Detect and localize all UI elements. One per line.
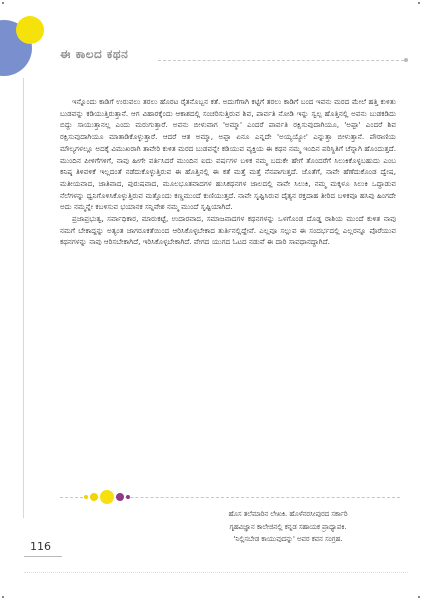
author-bio-line: ಗೃಹವಿಜ್ಞಾನ ಕಾಲೇಜಿನಲ್ಲಿ ಕನ್ನಡ ಸಹಾಯಕ ಪ್ರಾಧ್ಯಾಪಕಿ. — [229, 522, 347, 531]
decorative-yellow-circle — [16, 16, 44, 44]
page-number: 116 — [30, 540, 51, 553]
crop-mark-top-right — [418, 2, 420, 4]
section-title: ಈ ಕಾಲದ ಕಥನ — [60, 47, 129, 61]
ornament-dot — [84, 495, 88, 499]
left-margin-line — [23, 78, 24, 518]
ornament-dot — [90, 493, 98, 501]
author-bio-line: ಹೊಸ ತಲೆಮಾರಿನ ಲೇಖಕಿ. ಹೊಳೆನರಸೀಪುರದ ಸರ್ಕಾರಿ — [228, 510, 348, 518]
crop-mark-bottom-left — [2, 596, 4, 598]
header-rule-end-dot — [404, 58, 408, 62]
article-body — [60, 96, 396, 248]
author-bio — [168, 508, 408, 546]
author-bio-line: 'ನಿಲ್ಲಿಸಬೇಡ ಕಾಯುವುದನ್ನು' ಅವರ ಕವನ ಸಂಗ್ರಹ. — [233, 535, 343, 543]
crop-mark-top-left — [2, 2, 4, 4]
ornament-dot — [100, 490, 114, 504]
body-paragraph: ಪ್ರಜಾಪ್ರಭುತ್ವ, ಸರ್ವಾಧಿಕಾರ, ಮಾರುಕಟ್ಟೆ, ಉದಾರವಾದ, ಸಮಾಜವಾದಗಳ ಕಥನಗಳನ್ನು ಒಳಗೊಂಡ ದೊಡ್ಡ ರಾಶಿಯ ಮುಂದೆ ಕುಳಿತ ನಾವು ನಮಗೆ ಬೇಕಾದ್ದನ್ನು ಅತ್ಯಂತ ಜಾಗರೂಕತೆಯಿಂದ ಆರಿಸಿಕೊಳ್ಳಬೇಕಾದ ತುರ್ತಿನಲ್ಲಿದ್ದೇವೆ. ಎಲ್ಲವೂ ಸಲ್ಲುವ ಈ ಸಂದರ್ಭದಲ್ಲಿ ಎಲ್ಲರನ್ನೂ ಪೊರೆಯುವ ಕಥನಗಳನ್ನು ನಾವು ಆರಿಸಬೇಕಾಗಿದೆ, ಇರಿಸಿಕೊಳ್ಳಬೇಕಾಗಿದೆ. ವೇಗದ ಯುಗದ ಓಟದ ನಡುವೆ ಈ ದಾರಿ ಸಾವಧಾನದ್ದಾಗಿದೆ. — [60, 214, 396, 247]
bottom-dotted-rule — [24, 572, 408, 573]
ornament-dot — [126, 495, 130, 499]
crop-mark-bottom-right — [418, 596, 420, 598]
body-paragraph: ಇನ್ನೊಂದು ಕಾಡಿಗೆ ಉರುವಲು ತರಲು ಹೊರಟ ರೈತನೊಬ್ಬನ ಕತೆ. ಅದುಗೆಗಾಗಿ ಕಟ್ಟಿಗೆ ತರಲು ಕಾಡಿಗೆ ಬಂದ ಇವನು ಮರದ ಮೇಲೆ ಹತ್ತಿ ಕುಳಿತು ಬುಡವನ್ನು ಕಡಿಯುತ್ತಿರುತ್ತಾನೆ. ಆಗ ವಿಹಾರಕ್ಕೆಂದು ಆಕಾಶದಲ್ಲಿ ಸಂಚರಿಸುತ್ತಿರುವ ಶಿವ, ಪಾರ್ವತಿ ನೋಡಿ ಇನ್ನು ಸ್ವಲ್ಪ ಹೊತ್ತಿನಲ್ಲಿ ಅವನು ಬುಡಕಡಿದು ಬಿದ್ದು ಸಾಯುತ್ತಾನಲ್ಲ ಎಂದು ಮರುಗುತ್ತಾರೆ. ಅವನು ಬೀಳುವಾಗ 'ಅಮ್ಮಾ' ಎಂದರೆ ಪಾರ್ವತಿ ರಕ್ಷಿಸುವುದಾಗಿಯೂ, 'ಅಪ್ಪಾ' ಎಂದರೆ ಶಿವ ರಕ್ಷಿಸುವುದಾಗಿಯೂ ಮಾತಾಡಿಕೊಳ್ಳುತ್ತಾರೆ. ಆದರೆ ಆತ ಅಮ್ಮಾ, ಅಪ್ಪಾ ಏನೂ ಎನ್ನದೇ 'ಅಯ್ಯಯ್ಯೋ' ಎನ್ನುತ್ತಾ ಬೀಳುತ್ತಾನೆ. ಪೌರಾಣಿಯ ಮೌಲ್ಯಗಳಲ್ಲೂ ಅದಕ್ಕೆ ವಿಮುಖರಾಗಿ ತಾವೇರಿ ಕುಳಿತ ಮರದ ಬುಡವನ್ನೇ ಕಡಿಯುವ ವ್ಯಕ್ತಿಯ ಈ ಕಥನ ನಮ್ಮ ಇಂದಿನ ಪರಿಸ್ಥಿತಿಗೆ ಚೆನ್ನಾಗಿ ಹೊಂದುತ್ತದೆ. ಮುಂದಿನ ಪೀಳಿಗೆಗಳಿಗೆ, ನಾವು ಹೀಗೇ ವರ್ತಿಸಿದರೆ ಮುಂದಿನ ಐದು ವರ್ಷಗಳ ಬಳಿಕ ನಮ್ಮ ಬದುಕೇ ಹೇಗೆ ತೊಂದರೆಗೆ ಸಿಲುಕಿಕೊಳ್ಳಬಹುದು ಎಂಬ ಕನಿಷ್ಠ ತಿಳಿವಳಿಕೆ ಇಲ್ಲದಂತೆ ನಡೆದುಕೊಳ್ಳುತ್ತಿರುವ ಈ ಹೊತ್ತಿನಲ್ಲಿ ಈ ಕತೆ ಮತ್ತೆ ಮತ್ತೆ ನೆನಪಾಗುತ್ತದೆ. ಜೊತೆಗೆ, ನಾವೇ ಹೆಣೆದುಕೊಂಡ ದ್ವೇಷ, ಮತೀಯವಾದ, ಜಾತಿವಾದ, ಪುರುಷವಾದ, ಮೂಲಭೂತವಾದಗಳ ಹುಸಿಕಥನಗಳ ಜಾಲದಲ್ಲಿ ನಾವೇ ಸಿಲುಕಿ, ನಮ್ಮ ಮಕ್ಕಳೂ ಸಿಲುಕಿ ಒದ್ದಾಡುವ ನೆಲೆಗಳನ್ನು ಧ್ವನಿಗೊಳಿಸಿಕೊಳ್ಳುತ್ತಿರುವ ಮತ್ತೊಂದು ಕಣ್ಣಮುಂದೆ ಕುಣಿಯುತ್ತದೆ. ನಾವೇ ಸೃಷ್ಟಿಸಿರುವ ದೈತ್ಯನ ರಕ್ತದಾಹ ತೀರಿದ ಬಳಿಕವೂ ಹಸಿವು ಹಿಂಗದೇ ಅದು ನಮ್ಮನ್ನೇ ಕಬಳಿಸುವ ಭಯಾನಕ ಸನ್ನಿವೇಶ ನಮ್ಮ ಮುಂದೆ ಸೃಷ್ಟಿಯಾಗಿದೆ. — [60, 97, 396, 212]
ornament-dot — [116, 493, 124, 501]
page-number-rule — [24, 556, 62, 557]
header-dashed-rule — [158, 60, 404, 61]
